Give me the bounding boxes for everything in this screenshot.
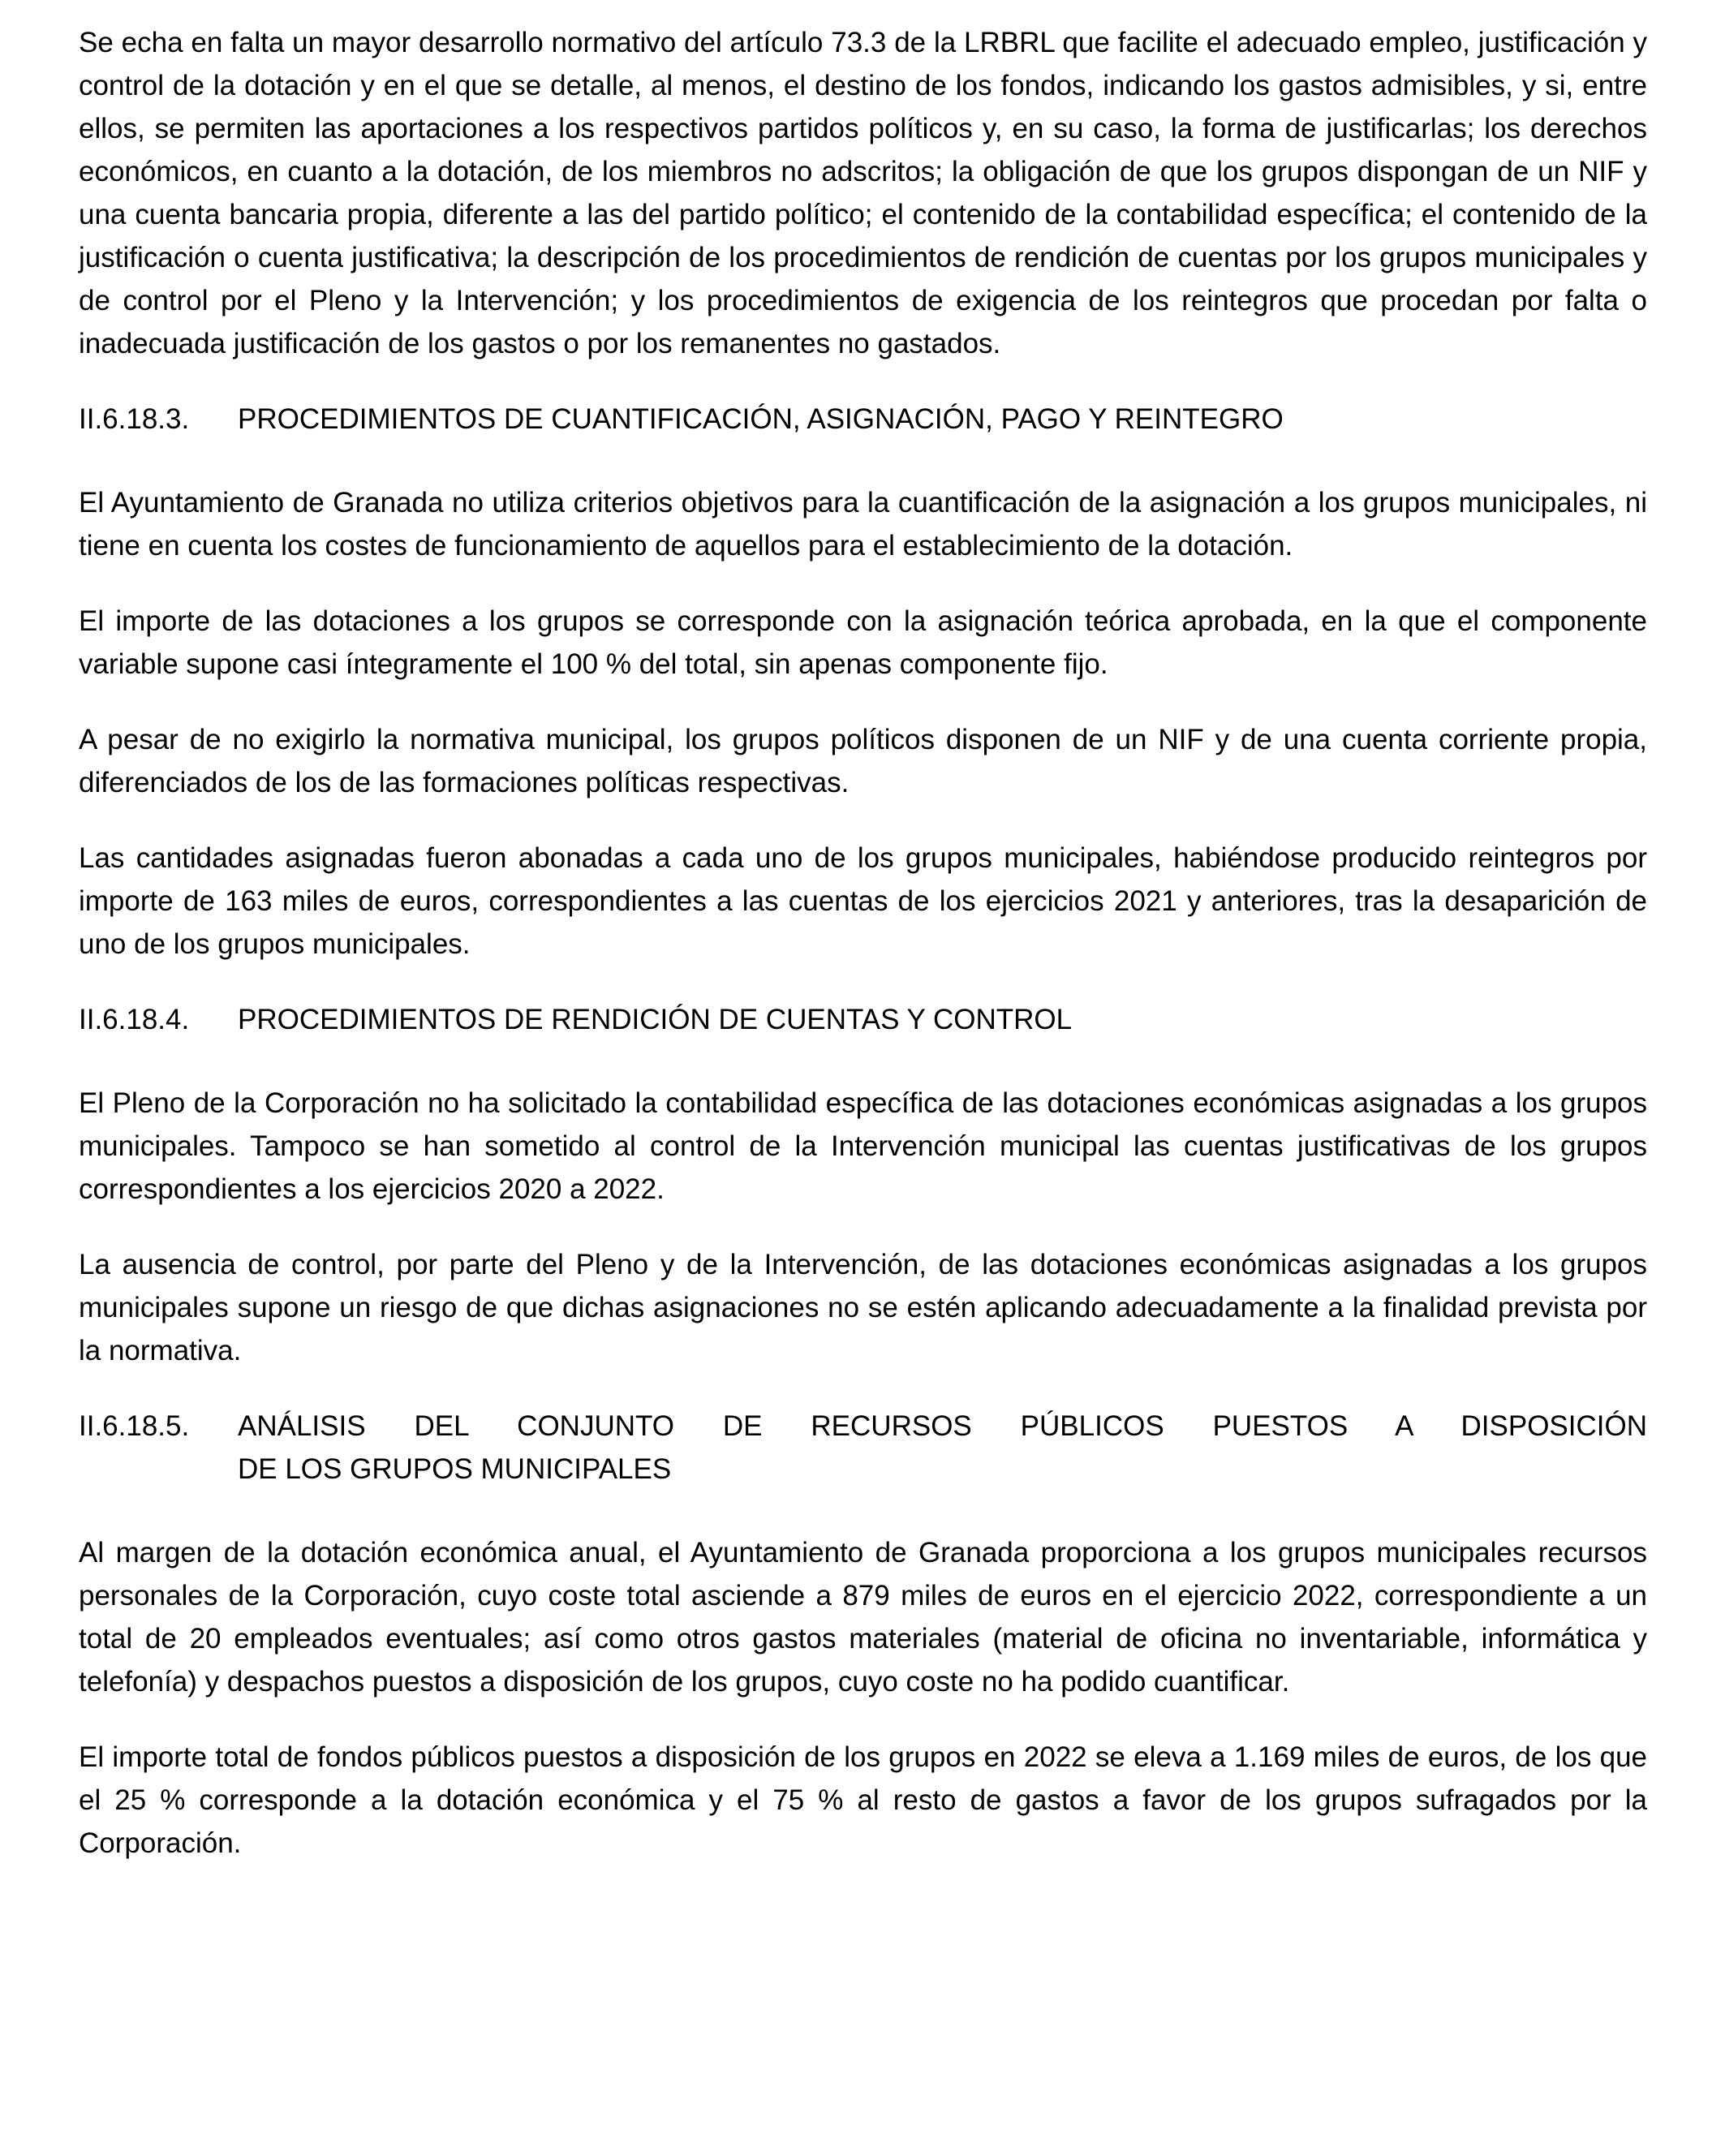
section-title-line: DE LOS GRUPOS MUNICIPALES — [238, 1453, 672, 1485]
section-title: PROCEDIMIENTOS DE RENDICIÓN DE CUENTAS Y CONTROL — [238, 1004, 1073, 1035]
paragraph: El importe de las dotaciones a los grupos se corresponde con la asignación teórica aprobada, en la que el componente variable supone casi íntegramente el 100 % del total, sin apenas componente fijo. — [79, 605, 1647, 680]
paragraph: Al margen de la dotación económica anual, el Ayuntamiento de Granada proporciona a los grupos municipales recursos personales de la Corporación, cuyo coste total asciende a 879 miles de euros en el ejercicio 2022, correspondiente a un total de 20 empleados eventuales; así como otros gastos materiales (material de oficina no inventariable, informática y telefonía) y despachos puestos a disposición de los grupos, cuyo coste no ha podido cuantificar. — [79, 1537, 1647, 1698]
paragraph: Las cantidades asignadas fueron abonadas a cada uno de los grupos municipales, habiéndose producido reintegros por importe de 163 miles de euros, correspondientes a las cuentas de los ejercicios 2021 y anteriores, tras la desaparición de uno de los grupos municipales. — [79, 842, 1647, 960]
section-number: II.6.18.4. — [79, 1004, 190, 1035]
section-heading — [79, 1405, 1647, 1491]
paragraph: El Ayuntamiento de Granada no utiliza criterios objetivos para la cuantificación de la asignación a los grupos municipales, ni tiene en cuenta los costes de funcionamiento de aquellos para el establecimiento de la dotación. — [79, 487, 1647, 562]
paragraph: La ausencia de control, por parte del Pleno y de la Intervención, de las dotaciones económicas asignadas a los grupos municipales supone un riesgo de que dichas asignaciones no se estén aplicando adecuadamente a la finalidad prevista por la normativa. — [79, 1249, 1647, 1366]
section-title — [238, 1405, 1647, 1491]
paragraph: El importe total de fondos públicos puestos a disposición de los grupos en 2022 se eleva a 1.169 miles de euros, de los que el 25 % corresponde a la dotación económica y el 75 % al resto de gastos a favor de los grupos sufragados por la Corporación. — [79, 1741, 1647, 1859]
document-body — [79, 21, 1647, 1865]
section-title-line: ANÁLISIS DEL CONJUNTO DE RECURSOS PÚBLICOS PUESTOS A DISPOSICIÓN — [238, 1410, 1647, 1442]
section-heading — [79, 998, 1647, 1041]
section-title: PROCEDIMIENTOS DE CUANTIFICACIÓN, ASIGNACIÓN, PAGO Y REINTEGRO — [238, 403, 1284, 435]
paragraph: A pesar de no exigirlo la normativa municipal, los grupos políticos disponen de un NIF y de una cuenta corriente propia, diferenciados de los de las formaciones políticas respectivas. — [79, 724, 1647, 798]
section-heading — [79, 398, 1647, 441]
paragraph: El Pleno de la Corporación no ha solicitado la contabilidad específica de las dotaciones económicas asignadas a los grupos municipales. Tampoco se han sometido al control de la Intervención municipal las cuentas justificativas de los grupos correspondientes a los ejercicios 2020 a 2022. — [79, 1087, 1647, 1205]
paragraph: Se echa en falta un mayor desarrollo normativo del artículo 73.3 de la LRBRL que facilite el adecuado empleo, justificación y control de la dotación y en el que se detalle, al menos, el destino de los fondos, indicando los gastos admisibles, y si, entre ellos, se permiten las aportaciones a los respectivos partidos políticos y, en su caso, la forma de justificarlas; los derechos económicos, en cuanto a la dotación, de los miembros no adscritos; la obligación de que los grupos dispongan de un NIF y una cuenta bancaria propia, diferente a las del partido político; el contenido de la contabilidad específica; el contenido de la justificación o cuenta justificativa; la descripción de los procedimientos de rendición de cuentas por los grupos municipales y de control por el Pleno y la Intervención; y los procedimientos de exigencia de los reintegros que procedan por falta o inadecuada justificación de los gastos o por los remanentes no gastados. — [79, 27, 1647, 359]
section-number: II.6.18.3. — [79, 403, 190, 435]
section-number: II.6.18.5. — [79, 1410, 190, 1442]
